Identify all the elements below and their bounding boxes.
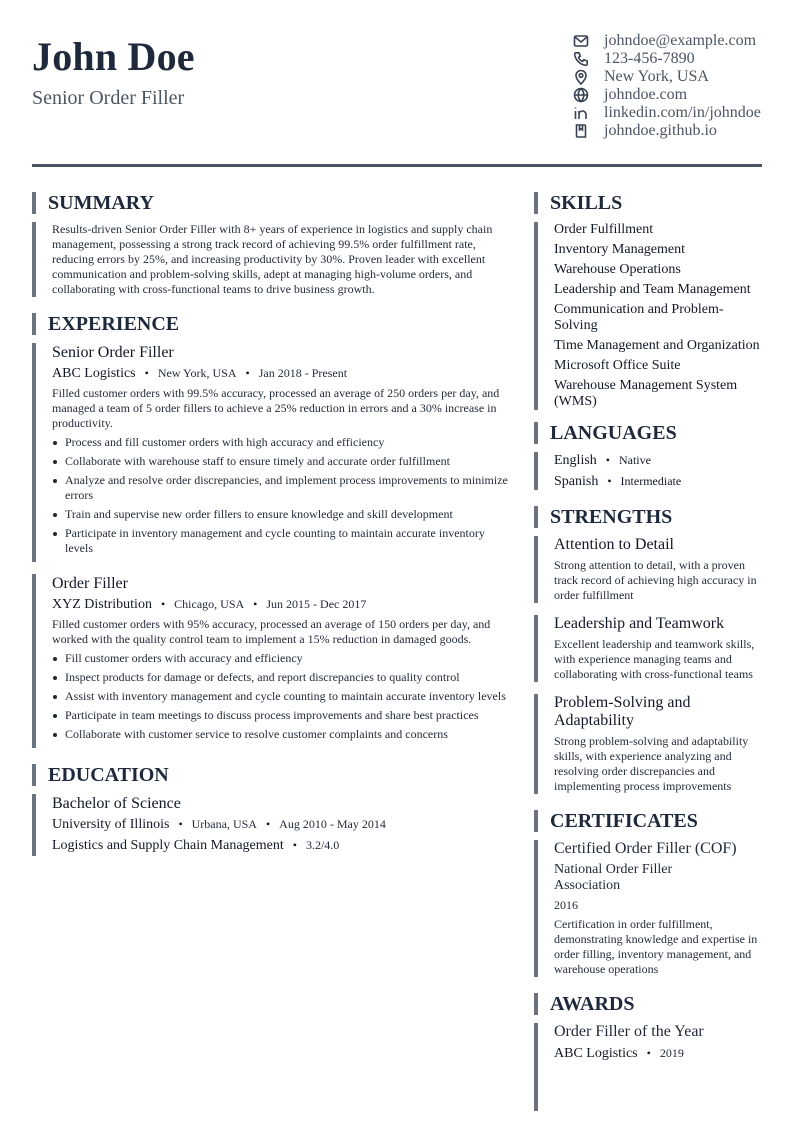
contact-github[interactable] bbox=[572, 122, 787, 140]
job-entry bbox=[32, 574, 512, 748]
experience-section bbox=[32, 313, 512, 748]
list-item: Participate in inventory management and cycle counting to maintain accurate inventory levels bbox=[52, 526, 512, 556]
job-location: New York, USA bbox=[157, 366, 237, 380]
list-item: Inspect products for damage or defects, and report discrepancies to quality control bbox=[52, 670, 512, 685]
section-heading: STRENGTHS bbox=[534, 506, 764, 528]
education-school: University of Illinois bbox=[52, 817, 170, 832]
languages-section bbox=[534, 422, 764, 490]
skill-item: Time Management and Organization bbox=[554, 338, 760, 353]
summary-text: Results-driven Senior Order Filler with 8+ years of experience in logistics and supply chain management, possessing a strong track record of achieving 99.5% order fulfillment rate, reducing errors by 25%, and increasing productivity by 30%. Proven leader with excellent communication and problem-solving skills, adept at managing high-volume orders, and collaborating with cross-functional teams to drive business growth. bbox=[52, 222, 493, 296]
list-item: Fill customer orders with accuracy and efficiency bbox=[52, 651, 512, 666]
candidate-name: John Doe bbox=[32, 34, 195, 79]
list-item: Participate in team meetings to discuss process improvements and share best practices bbox=[52, 708, 512, 723]
skill-item: Inventory Management bbox=[554, 242, 686, 257]
section-heading: AWARDS bbox=[534, 993, 764, 1015]
list-item: Train and supervise new order fillers to ensure knowledge and skill development bbox=[52, 507, 512, 522]
job-bullets bbox=[52, 435, 512, 556]
linkedin-icon bbox=[572, 104, 590, 122]
section-heading: CERTIFICATES bbox=[534, 810, 764, 832]
job-meta: ABC Logistics • New York, USA • Jan 2018 - Present bbox=[52, 366, 348, 381]
award-title: Order Filler of the Year bbox=[554, 1023, 704, 1040]
skill-item: Order Fulfillment bbox=[554, 222, 654, 237]
education-meta: University of Illinois • Urbana, USA • Aug 2010 - May 2014 bbox=[52, 817, 386, 832]
award-issuer: ABC Logistics bbox=[554, 1046, 638, 1061]
contact-email[interactable] bbox=[572, 32, 787, 50]
skill-item: Warehouse Operations bbox=[554, 262, 681, 277]
job-meta: XYZ Distribution • Chicago, USA • Jun 2015 - Dec 2017 bbox=[52, 597, 367, 612]
contact-linkedin[interactable] bbox=[572, 104, 787, 122]
skill-item: Communication and Problem-Solving bbox=[554, 302, 724, 333]
skill-item: Leadership and Team Management bbox=[554, 282, 751, 297]
language-name: Spanish bbox=[554, 474, 599, 489]
job-title: Senior Order Filler bbox=[52, 344, 174, 361]
strength-description: Strong problem-solving and adaptability skills, with experience analyzing and resolving order discrepancies and implementing process improvements bbox=[554, 734, 749, 793]
skills-section bbox=[534, 192, 764, 410]
language-level: Intermediate bbox=[620, 474, 682, 488]
education-degree: Bachelor of Science bbox=[52, 795, 181, 812]
job-description: Filled customer orders with 99.5% accuracy, processed an average of 250 orders per day, and managed a team of 5 order fillers to achieve a 25% reduction in errors and a 30% increase in productivity. bbox=[52, 386, 500, 430]
contact-github-text: johndoe.github.io bbox=[604, 122, 717, 139]
contact-location bbox=[572, 68, 787, 86]
job-description: Filled customer orders with 95% accuracy, processed an average of 150 orders per day, and worked with the quality control team to implement a 15% reduction in damaged goods. bbox=[52, 617, 491, 646]
list-item: Process and fill customer orders with high accuracy and efficiency bbox=[52, 435, 512, 450]
section-heading: SUMMARY bbox=[32, 192, 512, 214]
education-field-row: Logistics and Supply Chain Management • 3.2/4.0 bbox=[52, 838, 340, 853]
list-item: Collaborate with customer service to resolve customer complaints and concerns bbox=[52, 727, 512, 742]
contact-phone-text: 123-456-7890 bbox=[604, 50, 695, 67]
strength-title: Leadership and Teamwork bbox=[554, 615, 725, 632]
job-company: XYZ Distribution bbox=[52, 597, 152, 612]
strength-description: Excellent leadership and teamwork skills, with experience managing teams and collaborating with cross-functional teams bbox=[554, 637, 755, 681]
education-gpa: 3.2/4.0 bbox=[305, 838, 340, 852]
skill-item: Warehouse Management System (WMS) bbox=[554, 378, 738, 409]
strength-description: Strong attention to detail, with a proven track record of achieving high accuracy in order fulfillment bbox=[554, 558, 757, 602]
main-column bbox=[32, 192, 512, 856]
strengths-section bbox=[534, 506, 764, 794]
education-entry bbox=[32, 794, 512, 856]
contact-email-text: johndoe@example.com bbox=[604, 32, 757, 49]
certificate-title: Certified Order Filler (COF) bbox=[554, 840, 737, 857]
education-field: Logistics and Supply Chain Management bbox=[52, 838, 284, 853]
job-dates: Jun 2015 - Dec 2017 bbox=[266, 597, 367, 611]
language-name: English bbox=[554, 453, 597, 468]
contact-website-text: johndoe.com bbox=[604, 86, 688, 103]
contact-linkedin-text: linkedin.com/in/johndoe bbox=[604, 104, 761, 121]
education-location: Urbana, USA bbox=[191, 817, 257, 831]
contact-list bbox=[572, 32, 787, 140]
phone-icon bbox=[572, 50, 590, 68]
language-item: Spanish • Intermediate bbox=[554, 474, 682, 489]
award-meta: ABC Logistics • 2019 bbox=[554, 1046, 684, 1061]
summary-section bbox=[32, 192, 512, 297]
awards-section bbox=[534, 993, 764, 1111]
header-divider bbox=[32, 164, 762, 167]
certificates-section bbox=[534, 810, 764, 977]
certificate-issuer: National Order Filler Association bbox=[554, 862, 673, 893]
list-item: Assist with inventory management and cycle counting to maintain accurate inventory levels bbox=[52, 689, 512, 704]
certificate-description: Certification in order fulfillment, demonstrating knowledge and expertise in order filling, inventory management, and warehouse operations bbox=[554, 917, 758, 976]
section-heading: LANGUAGES bbox=[534, 422, 764, 444]
contact-location-text: New York, USA bbox=[604, 68, 709, 85]
language-item: English • Native bbox=[554, 453, 651, 468]
award-item bbox=[534, 1023, 764, 1111]
certificate-year: 2016 bbox=[554, 898, 578, 912]
section-heading: EDUCATION bbox=[32, 764, 512, 786]
job-entry bbox=[32, 343, 512, 562]
education-section bbox=[32, 764, 512, 856]
strength-item bbox=[534, 694, 764, 794]
strength-title: Problem-Solving and Adaptability bbox=[554, 694, 691, 729]
candidate-title: Senior Order Filler bbox=[32, 87, 185, 109]
certificate-item bbox=[534, 840, 764, 977]
education-dates: Aug 2010 - May 2014 bbox=[279, 817, 386, 831]
github-icon bbox=[572, 122, 590, 140]
job-title: Order Filler bbox=[52, 575, 128, 592]
language-level: Native bbox=[618, 453, 651, 467]
location-icon bbox=[572, 68, 590, 86]
job-dates: Jan 2018 - Present bbox=[258, 366, 348, 380]
strength-item bbox=[534, 615, 764, 682]
section-heading: EXPERIENCE bbox=[32, 313, 512, 335]
globe-icon bbox=[572, 86, 590, 104]
contact-website[interactable] bbox=[572, 86, 787, 104]
section-heading: SKILLS bbox=[534, 192, 764, 214]
job-company: ABC Logistics bbox=[52, 366, 136, 381]
side-column bbox=[534, 192, 764, 1111]
skill-item: Microsoft Office Suite bbox=[554, 358, 681, 373]
strength-item bbox=[534, 536, 764, 603]
job-location: Chicago, USA bbox=[174, 597, 245, 611]
list-item: Analyze and resolve order discrepancies, and implement process improvements to minimize errors bbox=[52, 473, 512, 503]
strength-title: Attention to Detail bbox=[554, 536, 674, 553]
award-year: 2019 bbox=[659, 1046, 684, 1060]
list-item: Collaborate with warehouse staff to ensure timely and accurate order fulfillment bbox=[52, 454, 512, 469]
job-bullets bbox=[52, 651, 512, 742]
contact-phone[interactable] bbox=[572, 50, 787, 68]
mail-icon bbox=[572, 32, 590, 50]
